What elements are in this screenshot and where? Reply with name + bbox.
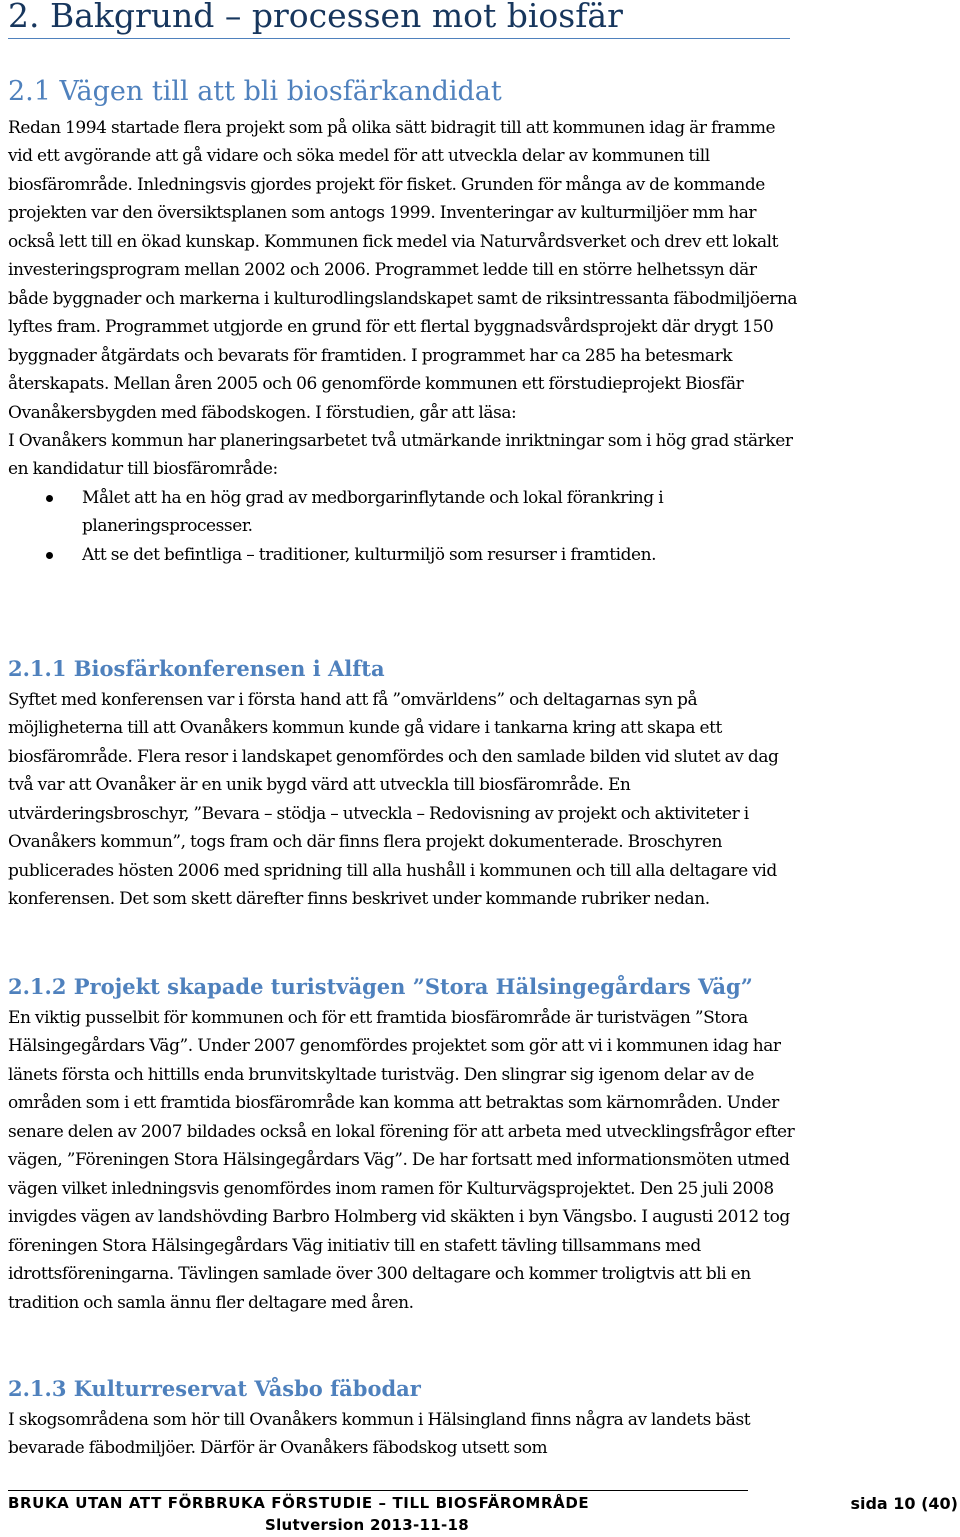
section-2-1-paragraph: Redan 1994 startade flera projekt som på olika sätt bidragit till att kommunen idag är framme vid ett avgörande att gå vidare och söka medel för att utveckla delar av kommunen till biosfärområde. Inledningsvis gjordes projekt för fisket. Grunden för många av de kommande projekten var den översiktsplanen som antogs 1999. Inventeringar av kulturmiljöer mm har också lett till en ökad kunskap. Kommunen fick medel via Naturvårdsverket och drev ett lokalt investeringsprogram mellan 2002 och 2006. Programmet ledde till en större helhetssyn där både byggnader och markerna i kulturodlingslandskapet samt de riksintressanta fäbodmiljöerna lyftes fram. Programmet utgjorde en grund för ett flertal byggnadsvårdsprojekt där drygt 150 byggnader åtgärdats och bevarats för framtiden. I programmet har ca 285 ha betesmark återskapats. Mellan åren 2005 och 06 genomförde kommunen ett förstudieprojekt Biosfär Ovanåkersbygden med fäbodskogen. I förstudien, går att läsa: bbox=[8, 118, 798, 423]
section-2-1-1-body bbox=[8, 686, 798, 914]
bullet-item: Målet att ha en hög grad av medborgarinflytande och lokal förankring i planeringsprocesser. bbox=[8, 484, 798, 541]
section-heading-2-1-3: 2.1.3 Kulturreservat Våsbo fäbodar bbox=[8, 1376, 421, 1401]
footer-page-number: sida 10 (40) bbox=[850, 1494, 958, 1513]
section-2-1-3-body bbox=[8, 1406, 798, 1463]
chapter-heading: 2. Bakgrund – processen mot biosfär bbox=[8, 0, 790, 39]
section-2-1-1-paragraph: Syftet med konferensen var i första hand att få ”omvärldens” och deltagarnas syn på möjligheterna till att Ovanåkers kommun kunde gå vidare i tankarna kring att skapa ett biosfärområde. Flera resor i landskapet genomfördes och den samlade bilden vid slutet av dag två var att Ovanåker är en unik bygd värd att utveckla till biosfärområde. En utvärderingsbroschyr, ”Bevara – stödja – utveckla – Redovisning av projekt och aktiviteter i Ovanåkers kommun”, togs fram och där finns flera projekt dokumenterade. Broschyren publicerades hösten 2006 med spridning till alla hushåll i kommunen och till alla deltagare vid konferensen. Det som skett därefter finns beskrivet under kommande rubriker nedan. bbox=[8, 690, 779, 910]
page-footer bbox=[8, 1494, 958, 1536]
section-2-1-body bbox=[8, 114, 798, 569]
section-heading-2-1: 2.1 Vägen till att bli biosfärkandidat bbox=[8, 76, 502, 107]
section-2-1-2-paragraph: En viktig pusselbit för kommunen och för ett framtida biosfärområde är turistvägen ”Stora Hälsingegårdars Väg”. Under 2007 genomfördes projektet som gör att vi i kommunen idag har länets första och hittills enda brunvitskyltade turistväg. Den slingrar sig igenom delar av de områden som i ett framtida biosfärområde kan komma att betraktas som kärnområden. Under senare delen av 2007 bildades också en lokal förening för att arbeta med utvecklingsfrågor efter vägen, ”Föreningen Stora Hälsingegårdars Väg”. De har fortsatt med informationsmöten utmed vägen vilket inledningsvis genomfördes inom ramen för Kulturvägsprojektet. Den 25 juli 2008 invigdes vägen av landshövding Barbro Holmberg vid skäkten i byn Vängsbo. I augusti 2012 tog föreningen Stora Hälsingegårdars Väg initiativ till en stafett tävling tillsammans med idrottsföreningarna. Tävlingen samlade över 300 deltagare och kommer troligtvis att bli en tradition och samla ännu fler deltagare med åren. bbox=[8, 1008, 795, 1313]
section-heading-2-1-2: 2.1.2 Projekt skapade turistvägen ”Stora Hälsingegårdars Väg” bbox=[8, 974, 753, 999]
section-2-1-3-paragraph: I skogsområdena som hör till Ovanåkers kommun i Hälsingland finns några av landets bäst bevarade fäbodmiljöer. Därför är Ovanåkers fäbodskog utsett som bbox=[8, 1410, 751, 1459]
section-heading-2-1-1: 2.1.1 Biosfärkonferensen i Alfta bbox=[8, 656, 385, 681]
bullet-item: Att se det befintliga – traditioner, kulturmiljö som resurser i framtiden. bbox=[8, 541, 798, 569]
footer-divider bbox=[8, 1490, 748, 1491]
section-2-1-quote: I Ovanåkers kommun har planeringsarbetet två utmärkande inriktningar som i hög grad stärker en kandidatur till biosfärområde: bbox=[8, 430, 793, 480]
footer-version: Slutversion 2013-11-18 bbox=[265, 1516, 469, 1534]
footer-document-title: BRUKA UTAN ATT FÖRBRUKA FÖRSTUDIE – TILL BIOSFÄROMRÅDE bbox=[8, 1494, 590, 1512]
section-2-1-2-body bbox=[8, 1004, 798, 1317]
section-2-1-bullet-list bbox=[8, 484, 798, 569]
